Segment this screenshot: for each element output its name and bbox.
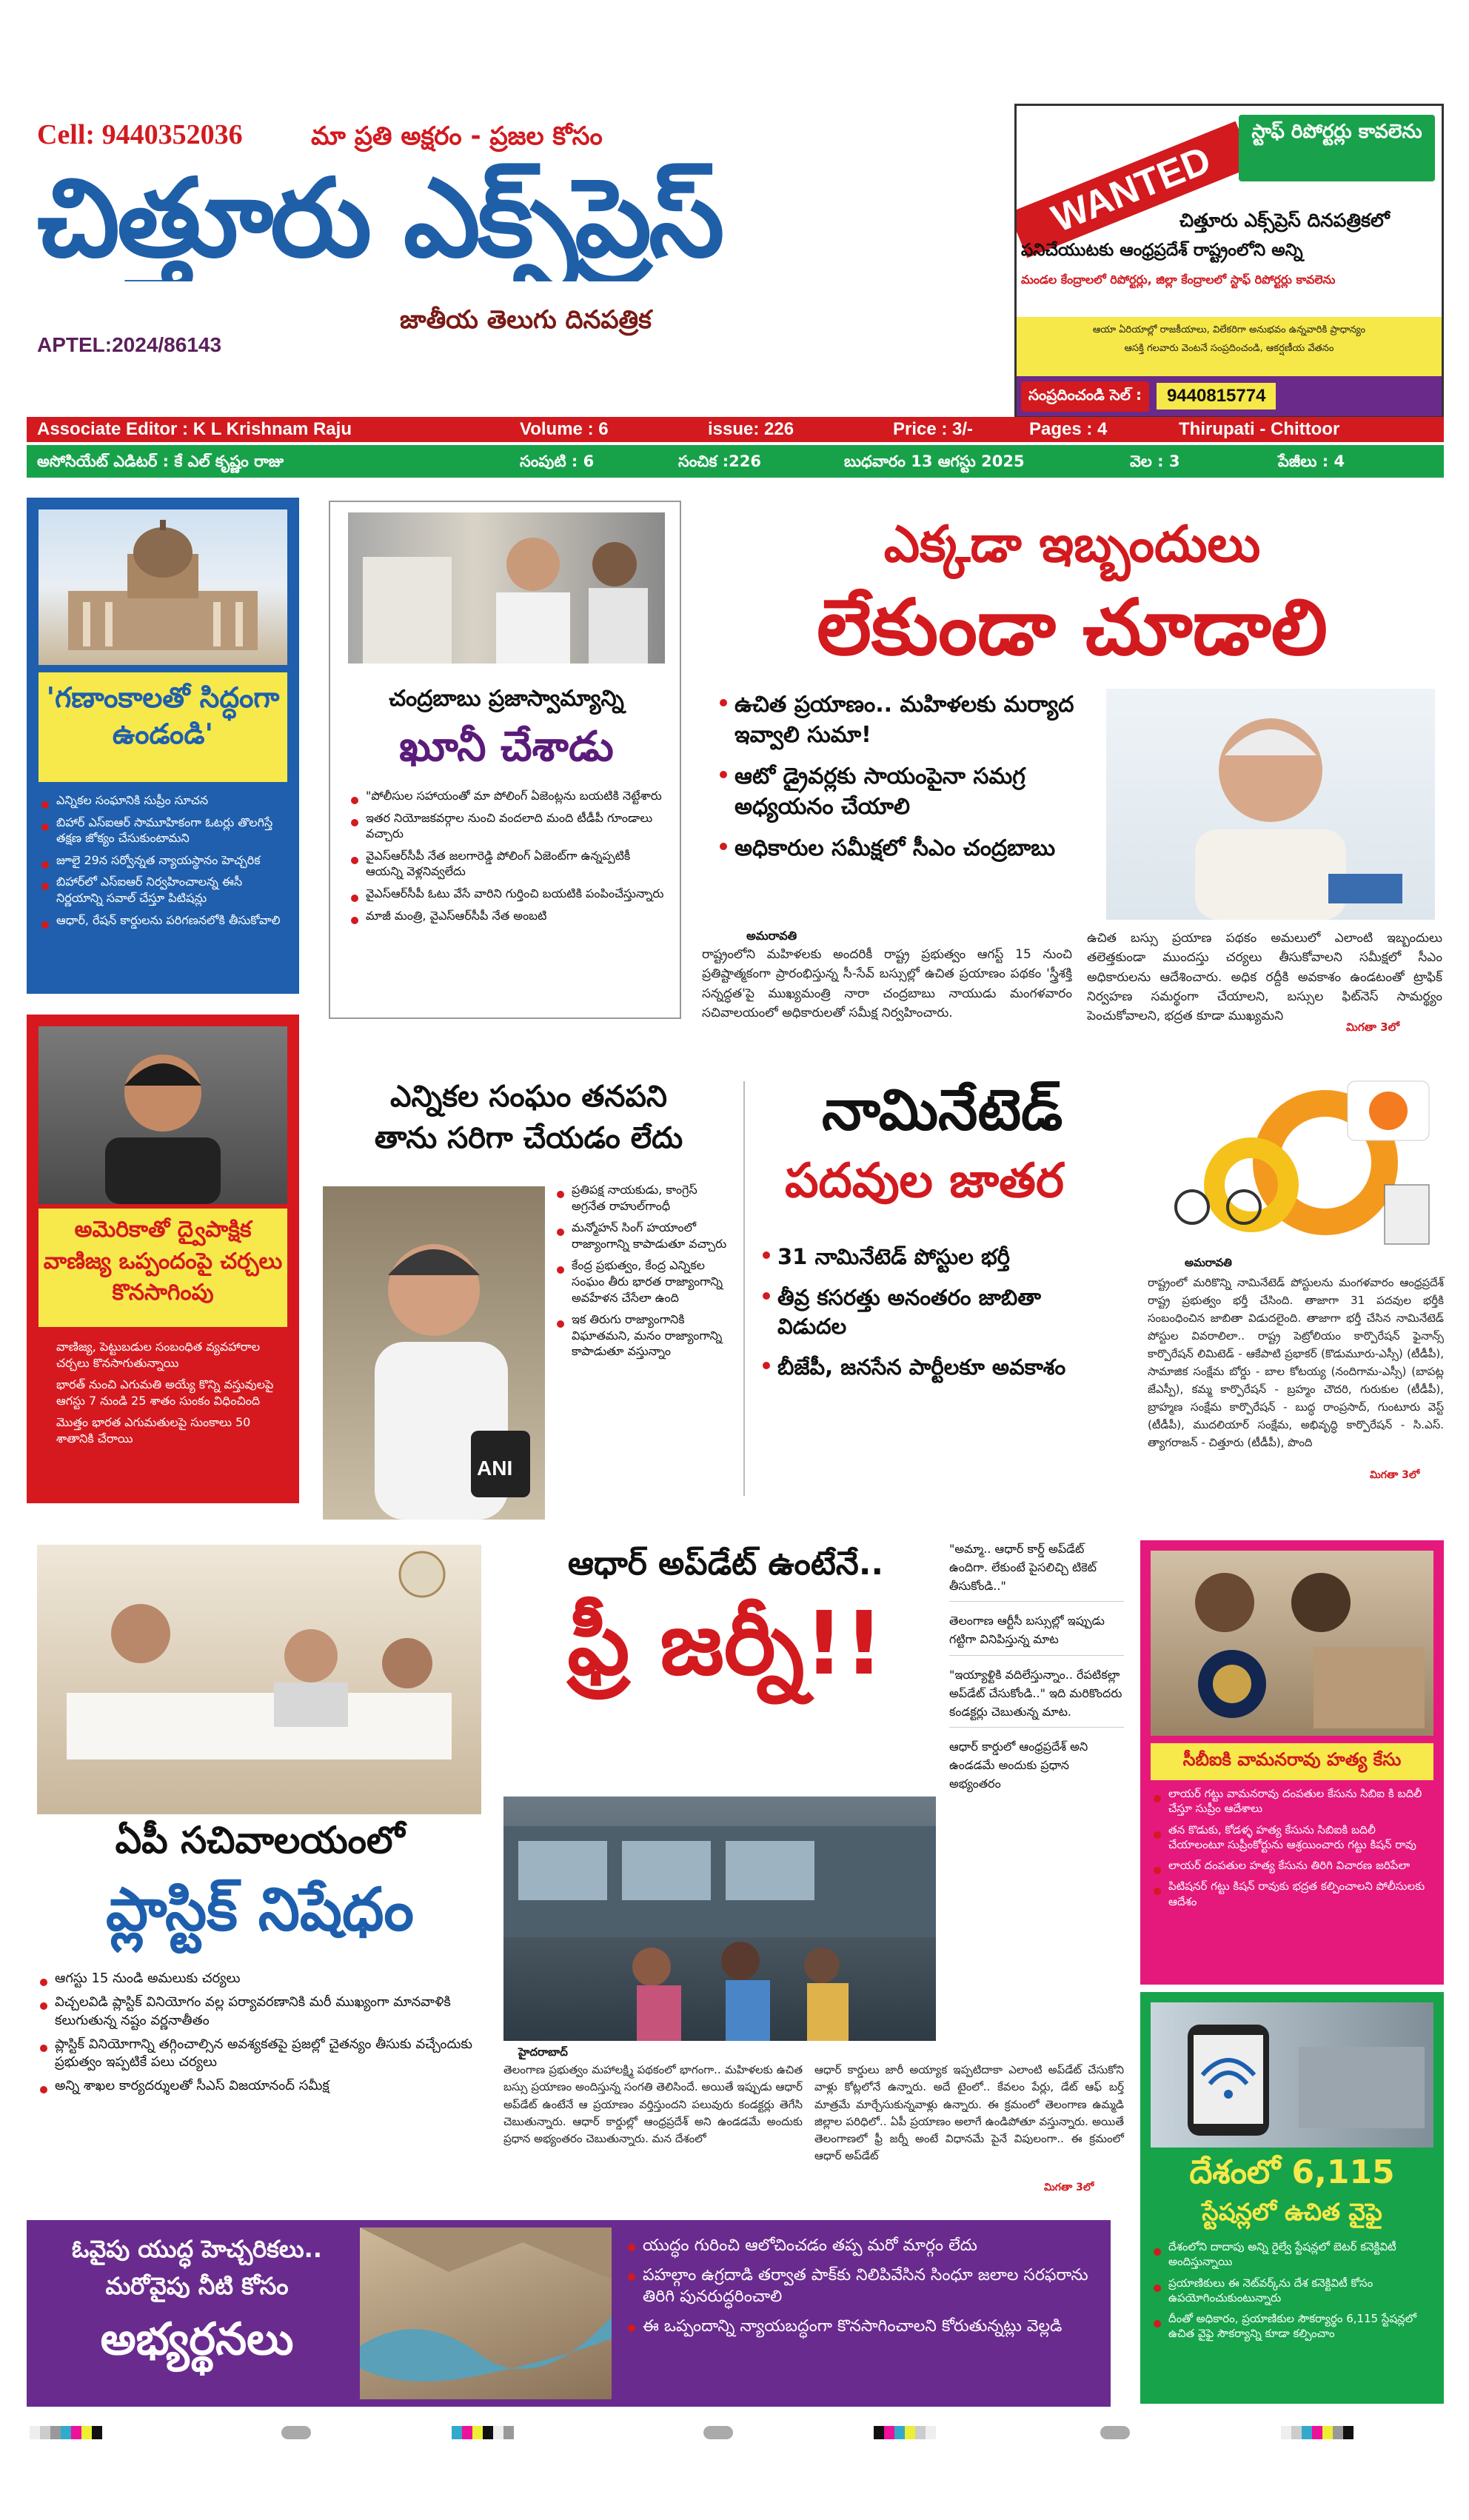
supreme-court-photo: [39, 509, 287, 665]
aadhar-headline: ఫ్రీ జర్నీ!!: [567, 1592, 884, 1694]
lead-bullet: ఉచిత ప్రయాణం.. మహిళలకు మర్యాద ఇవ్వాలి సుమా!: [717, 690, 1087, 750]
registration-dot: [1100, 2426, 1130, 2439]
registration-dot: [281, 2426, 311, 2439]
price-te: వెల : 3: [1130, 452, 1180, 470]
ad-line-3: మండల కేంద్రాలలో రిపోర్టర్లు, జిల్లా కేంద్రాలలో స్టాఫ్ రిపోర్టర్లు కావలెను: [1021, 273, 1336, 287]
lead-body-1: రాష్ట్రంలోని మహిళలకు అందరికీ రాష్ట్ర ప్రభుత్వం ఆగస్ట్ 15 నుంచి ప్రతిష్టాత్మకంగా ప్రారంభిస్తున్న సీ-సేవ్ బస్సుల్లో ఉచిత ప్రయాణం పథకం 'స్త్రీశక్తి సన్నద్ధత'పై ముఖ్యమంత్రి నారా చంద్రబాబు నాయుడు మంగళవారం సచివాలయంలో అధికారులతో సమీక్ష నిర్వహించారు.: [702, 947, 1072, 1021]
plastic-kicker: ఏపీ సచివాలయంలో: [115, 1819, 405, 1862]
lead-bullet: ఆటో డ్రైవర్లకు సాయంపైనా సమగ్ర అధ్యయనం చేయాలి: [717, 762, 1087, 822]
wifi-headline-1: దేశంలో 6,115: [1189, 2153, 1395, 2191]
issue: issue: 226: [708, 419, 794, 439]
sc-story: [27, 498, 299, 994]
cbn-bullet: మాజీ మంత్రి, వైఎస్ఆర్‌సీపీ నేత అంబటి: [348, 908, 668, 924]
place: Thirupati - Chittoor: [1179, 419, 1340, 439]
ec-headline-1: ఎన్నికల సంఘం తనపని: [390, 1080, 667, 1114]
nom-bullet: 31 నామినేటెడ్ పోస్టుల భర్తీ: [760, 1243, 1085, 1271]
meeting-image: [37, 1545, 481, 1814]
column-divider: [743, 1081, 745, 1496]
registration-marks: [452, 2426, 514, 2439]
ad-line-1: చిత్తూరు ఎక్స్‌ప్రెస్ దినపత్రికలో: [1179, 210, 1390, 231]
aadhar-caption: హైదరాబాద్: [518, 2045, 568, 2059]
nom-headline-2: పదవుల జాతర: [785, 1154, 1064, 1209]
pages: Pages : 4: [1029, 419, 1108, 439]
nom-bullets: [760, 1243, 1085, 1388]
associate-editor-te: అసోసియేట్ ఎడిటర్ : కే ఎల్ కృష్ణం రాజు: [37, 452, 284, 470]
aadhar-quote: "ఇయ్యాళ్టికి వదిలేస్తున్నాం.. రేపటికల్లా అప్‌డేట్ చేసుకోండి.." ఇది మరికొందరు కండక్టర్లు చెబుతున్న మాట.: [949, 1666, 1124, 1728]
aadhar-quote: తెలంగాణ ఆర్టీసీ బస్సుల్లో ఇప్పుడు గట్టిగా వినిపిస్తున్న మాట: [949, 1612, 1124, 1656]
sc-bullet: బిహార్ ఎస్ఐఆర్ సామూహికంగా ఓటర్లు తొలగిస్తే తక్షణ జోక్యం చేసుకుంటామని: [39, 815, 287, 846]
cbn-bullet: ఇతర నియోజకవర్గాల నుంచి వందలాది మంది టీడీపీ గూండాలు వచ్చారు: [348, 810, 668, 842]
war-line-2: మరోవైపు నీటి కోసం: [105, 2272, 289, 2300]
cbi-collage-image: [1151, 1551, 1433, 1736]
bus-photo: [503, 1797, 936, 2041]
river-photo: [360, 2227, 612, 2399]
issue-te: సంచిక :226: [678, 452, 761, 470]
war-bullet: ఈ ఒప్పందాన్ని న్యాయబద్ధంగా కొనసాగించాలని కోరుతున్నట్లు వెల్లడి: [625, 2316, 1099, 2338]
aadhar-body-2: ఆధార్ కార్డులు జారీ అయ్యాక ఇప్పటిదాకా ఎలాంటి అప్‌డేట్ చేసుకోని వాళ్లు కోట్లలోనే ఉన్నారు. అదే టైంలో.. కేవలం పేర్లు, డేట్ ఆఫ్ బర్త్ మాత్రమే మార్చేసుకున్నవాళ్లు ఉన్నారు. ఈ క్రమంలో తెలంగాణ ఉమ్మడి జిల్లాల పరిధిలో.. ఏపీ ప్రయాణం అలాగే ఉండిపోతూ వస్తున్నారు. అయితే తెలంగాణలో ఫ్రీ జర్నీ అంటే విధానమే పైనే విపులంగా.. ఈ క్రమంలో ఆధార్ అప్‌డేట్: [814, 2063, 1124, 2163]
ad-phone: 9440815774: [1157, 383, 1276, 410]
nominated-story: [755, 1066, 1444, 1496]
person-image: [39, 1026, 287, 1204]
plastic-headline: ప్లాస్టిక్ నిషేధం: [105, 1875, 414, 1944]
ec-headline-2: తాను సరిగా చేయడం లేదు: [374, 1121, 683, 1155]
registration-marks: [30, 2426, 102, 2439]
us-bullet: భారత్ నుంచి ఎగుమతి అయ్యే కొన్ని వస్తువులపై ఆగస్టు 7 నుండి 25 శాతం సుంకం విధించింది: [39, 1377, 287, 1408]
ec-bullet: కేంద్ర ప్రభుత్వం, కేంద్ర ఎన్నికల సంఘం తీరు భారత రాజ్యాంగాన్ని అవహేళన చేసేలా ఉంది: [554, 1257, 734, 1306]
ad-contact-label: సంప్రదించండి సెల్ :: [1021, 381, 1149, 412]
us-headline: అమెరికాతో ద్వైపాక్షిక వాణిజ్య ఒప్పందంపై చర్చలు కొనసాగింపు: [39, 1209, 287, 1327]
nom-bullet: తీవ్ర కసరత్తు అనంతరం జాబితా విడుదల: [760, 1283, 1085, 1341]
info-bar-english: [27, 417, 1444, 442]
cbi-bullet: పిటిషనర్ గట్టు కిషన్ రావుకు భద్రత కల్పించాలని పోలీసులకు ఆదేశం: [1151, 1879, 1433, 1909]
lead-continued: మిగతా 3లో: [1346, 1020, 1400, 1034]
cbi-bullet: లాయర్ గట్టు వామనరావు దంపతుల కేసును సిబిఐ కి బదిలీ చేస్తూ సుప్రీం ఆదేశాలు: [1151, 1786, 1433, 1817]
wifi-story: [1140, 1992, 1444, 2404]
wifi-headline-2: స్టేషన్లలో ఉచిత వైఫై: [1202, 2198, 1382, 2226]
ec-bullets: [554, 1182, 734, 1366]
nom-dateline: అమరావతి: [1185, 1256, 1232, 1269]
tagline: మా ప్రతి అక్షరం - ప్రజల కోసం: [311, 121, 603, 151]
masthead: [30, 111, 1014, 407]
court-building-icon: [39, 509, 287, 665]
wanted-ad: [1014, 104, 1444, 418]
war-line-1: ఓవైపు యుద్ధ హెచ్చరికలు..: [72, 2235, 322, 2263]
wifi-photo: [1151, 2002, 1433, 2148]
us-bullets: [39, 1339, 287, 1453]
phone-wifi-icon: [1151, 2002, 1433, 2148]
plastic-bullet: ఆగస్టు 15 నుండి అమలుకు చర్యలు: [37, 1970, 489, 1988]
war-bullet: పహల్గాం ఉగ్రదాడి తర్వాత పాక్‌కు నిలిపివేసిన సింధూ జలాల సరఫరాను తిరిగి పునరుద్ధరించాలి: [625, 2265, 1099, 2308]
nom-bullet: బీజేపీ, జనసేన పార్టీలకూ అవకాశం: [760, 1353, 1085, 1382]
party-symbols-graphic: [1140, 1074, 1444, 1251]
volume-te: సంపుటి : 6: [520, 452, 595, 470]
plastic-bullets: [37, 1970, 489, 2102]
ec-story: [323, 1066, 734, 1525]
war-bullets: [625, 2235, 1099, 2344]
aadhar-continued: మిగతా 3లో: [1044, 2182, 1094, 2193]
phone-number: Cell: 9440352036: [37, 119, 243, 150]
war-headline: అభ్యర్థనలు: [100, 2313, 294, 2365]
war-bullet: యుద్ధం గురించి ఆలోచించడం తప్ప మరో మార్గం లేదు: [625, 2235, 1099, 2257]
plastic-bullet: అన్ని శాఖల కార్యదర్శులతో సీఎస్ విజయానంద్ సమీక్ష: [37, 2077, 489, 2095]
press-meet-image: [348, 512, 665, 664]
registration-number: APTEL:2024/86143: [37, 333, 222, 356]
cbn-kicker: చంద్రబాబు ప్రజాస్వామ్యాన్ని: [389, 686, 624, 712]
registration-marks: [874, 2426, 936, 2439]
us-bullet: మొత్తం భారత ఎగుమతులపై సుంకాలు 50 శాతానికి చేరాయి: [39, 1414, 287, 1446]
ad-contact-bar: [1017, 376, 1442, 416]
plastic-story: [27, 1540, 493, 2207]
ec-bullet: ఇక తిరుగు రాజ్యాంగానికి విఘాతమని, మనం రాజ్యాంగాన్ని కాపాడుతూ వస్తున్నాం: [554, 1311, 734, 1360]
ani-mic-label: ANI: [477, 1457, 513, 1480]
cbi-bullets: [1151, 1786, 1433, 1915]
wifi-bullet: ప్రయాణికులు ఈ నెట్‌వర్క్‌ను దేశ కనెక్టివిటీ కోసం ఉపయోగించుకుంటున్నారు: [1151, 2276, 1433, 2306]
cbi-bullet: లాయర్ దంపతుల హత్య కేసును తిరిగి విచారణ జరిపేలా: [1151, 1858, 1433, 1873]
lead-headline-1: ఎక్కడా ఇబ్బందులు: [883, 515, 1261, 574]
us-trade-story: [27, 1015, 299, 1503]
lead-dateline: అమరావతి: [746, 929, 797, 943]
pages-te: పేజీలు : 4: [1278, 452, 1345, 470]
bus-passengers-image: [503, 1797, 936, 2041]
secretariat-meeting-photo: [37, 1545, 481, 1814]
ad-yellow-strip: [1017, 317, 1442, 376]
cbn-bullet: వైఎస్ఆర్‌సీపీ నేత జలగారెడ్డి పోలింగ్ ఏజెంట్‌గా ఉన్నప్పటికీ ఆయన్ని వెళ్లనివ్వలేదు: [348, 848, 668, 880]
sc-bullet: బిహార్‌లో ఎస్ఐఆర్ నిర్వహించాలన్న ఈసీ నిర్ణయాన్ని సవాల్ చేస్తూ పిటిషన్లు: [39, 874, 287, 906]
lead-headline-2: లేకుండా చూడాలి: [817, 582, 1328, 672]
price: Price : 3/-: [893, 419, 974, 439]
river-landscape-image: [360, 2227, 612, 2399]
aadhar-story: [503, 1540, 1125, 2207]
rahul-gandhi-image: [323, 1186, 545, 1520]
wanted-badge: WANTED: [1014, 121, 1254, 258]
aadhar-quote: "అమ్మా.. ఆధార్ కార్డ్ అప్‌డేట్ ఉందిగా. లేకుంటే పైసలిచ్చి టికెట్ తీసుకోండి..": [949, 1540, 1124, 1602]
sc-bullet: ఆధార్, రేషన్ కార్డులను పరిగణనలోకి తీసుకోవాలి: [39, 912, 287, 929]
registration-dot: [703, 2426, 733, 2439]
sc-headline: 'గణాంకాలతో సిద్ధంగా ఉండండి': [39, 672, 287, 782]
cbn-headline: ఖూనీ చేశాడు: [399, 723, 614, 771]
ec-bullet: ప్రతిపక్ష నాయకుడు, కాంగ్రెస్ అగ్రనేత రాహుల్‌గాంధీ: [554, 1182, 734, 1214]
associate-editor: Associate Editor : K L Krishnam Raju: [37, 419, 352, 439]
cbn-story: [329, 501, 681, 1019]
ec-bullet: మన్మోహన్ సింగ్ హయాంలో రాజ్యాంగాన్ని కాపాడుతూ వచ్చారు: [554, 1220, 734, 1251]
sc-bullets: [39, 792, 287, 934]
sc-bullet: ఎన్నికల సంఘానికి సుప్రీం సూచన: [39, 792, 287, 809]
aadhar-side-quotes: [949, 1540, 1124, 1794]
nom-body: రాష్ట్రంలో మరికొన్ని నామినేటెడ్ పోస్టులను మంగళవారం ఆంధ్రప్రదేశ్ రాష్ట్ర ప్రభుత్వం భర్తీ చేసింది. తాజాగా 31 పదవుల భర్తీకి సంబంధించిన జాబితా విడుదలైంది. తాజాగా భర్తీ చేసిన నామినేటెడ్ పోస్టుల వివరాలిలా.. రాష్ట్ర పెట్రోలియం కార్పొరేషన్ ఫైనాన్స్ కార్పొరేషన్ లిమిటెడ్ - ఆకేపాటి ప్రభాకర్ (కొడుమూరు-ఎస్సీ) (టీడీపీ), సామాజిక సంక్షేమ బోర్డు - బాల కోటయ్య (నందిగామ-ఎస్సీ) (బాపట్ల జేఎస్పీ), కమ్మ కార్పొరేషన్ - బ్రహ్మం చౌదరి, గురుకుల (టీడీపీ), బ్రాహ్మణ సంక్షేమ కార్పొరేషన్ - బుద్ధ రాంప్రసాద్, గుంటూరు వెస్ట్ (టీడీపీ), ముదలియార్ సంక్షేమ, అభివృద్ధి కార్పొరేషన్ - సి.ఎస్. త్యాగరాజన్ - చిత్తూరు (టీడీపీ), పొంది: [1148, 1276, 1444, 1449]
ambati-photo: [348, 512, 665, 664]
party-symbols-icon: [1140, 1074, 1444, 1251]
ad-small-2: ఆసక్తి గలవారు వెంటనే సంప్రదించండి, ఆకర్షణీయ వేతనం: [1124, 342, 1334, 354]
rahul-photo: [323, 1186, 545, 1520]
wifi-bullet: దీంతో అధికారం, ప్రయాణికుల సౌకర్యార్థం 6,115 స్టేషన్లలో ఉచిత వైఫై సౌకర్యాన్ని కూడా కల్పించాం: [1151, 2311, 1433, 2342]
nom-headline-1: నామినేటెడ్: [822, 1077, 1063, 1143]
cbi-story: [1140, 1540, 1444, 1985]
war-water-story: [27, 2220, 1111, 2407]
nom-continued: మిగతా 3లో: [1370, 1469, 1420, 1481]
aadhar-kicker: ఆధార్ అప్‌డేట్ ఉంటేనే..: [567, 1545, 884, 1582]
lead-bullets: [717, 690, 1087, 870]
chief-minister-image: [1106, 689, 1435, 920]
cbi-photo: [1151, 1551, 1433, 1736]
aadhar-body-1: తెలంగాణ ప్రభుత్వం మహాలక్ష్మి పథకంలో భాగంగా.. మహిళలకు ఉచిత బస్సు ప్రయాణం అందిస్తున్న సంగతి తెలిసిందే. అయితే ఇప్పుడు ఆధార్ అప్‌డేట్ ఉంటేనే ఆ ప్రయాణం వర్తిస్తుందని పలువురు కండక్టర్లు తెగేసి చెబుతున్నారు. ఆధార్ కార్డుల్లో ఆంధ్రప్రదేశ్ అని ఉండడమే అందుకు ప్రధాన అభ్యంతరం చెబుతున్నారు. మన దేశంలో: [503, 2063, 803, 2145]
aadhar-quote: ఆధార్ కార్డులో ఆంధ్రప్రదేశ్ అని ఉండడమే అందుకు ప్రధాన అభ్యంతరం: [949, 1739, 1088, 1791]
minister-photo: [39, 1026, 287, 1204]
registration-marks: [1281, 2426, 1353, 2439]
cm-photo: [1106, 689, 1435, 920]
ad-small-1: ఆయా ఏరియాల్లో రాజకీయాలు, విలేకరిగా అనుభవం ఉన్నవారికి ప్రాధాన్యం: [1092, 324, 1366, 335]
lead-body-2: ఉచిత బస్సు ప్రయాణ పథకం అమలులో ఎలాంటి ఇబ్బందులు తలెత్తకుండా ముందస్తు చర్యలు తీసుకోవాలని సమీక్షలో సీఎం అధికారులను ఆదేశించారు. అధిక రద్దీకి అవకాశం ఉండటంతో ట్రాఫిక్ నిర్వహణ సమర్థంగా చేయాలని, బస్సుల ఫిట్‌నెస్ సామర్థ్యం పెంచుకోవాలని, భద్రత కూడా ముఖ్యమని: [1087, 931, 1442, 1024]
plastic-bullet: విచ్చలవిడి ప్లాస్టిక్ వినియోగం వల్ల పర్యావరణానికి మరీ ముఖ్యంగా మానవాళికి కలుగుతున్న నష్టం వర్ణనాతీతం: [37, 1993, 489, 2030]
ad-top-banner: స్టాఫ్ రిపోర్టర్లు కావలెను: [1239, 115, 1435, 181]
lead-bullet: అధికారుల సమీక్షలో సీఎం చంద్రబాబు: [717, 834, 1087, 864]
cbn-bullet: "పోలీసుల సహాయంతో మా పోలింగ్ ఏజెంట్లను బయటికి నెట్టేశారు: [348, 788, 668, 804]
cbi-bullet: తన కొడుకు, కోడళ్ళ హత్య కేసును సిబిఐకి బదిలీ చేయాలంటూ సుప్రీంకోర్టును ఆశ్రయించారు గట్టు కిషన్ రావు: [1151, 1822, 1433, 1853]
cbi-headline: సీబీఐకి వామనరావు హత్య కేసు: [1151, 1743, 1433, 1780]
date-te: బుధవారం 13 ఆగస్టు 2025: [844, 452, 1025, 470]
cbn-bullet: వైఎస్ఆర్‌సీపీ ఓటు వేసే వారిని గుర్తించి బయటికి పంపించేస్తున్నారు: [348, 886, 668, 902]
subtitle: జాతీయ తెలుగు దినపత్రిక: [400, 305, 652, 335]
sc-bullet: జూలై 29న సర్వోన్నత న్యాయస్థానం హెచ్చరిక: [39, 852, 287, 869]
ad-line-2: పనిచేయుటకు ఆంధ్రప్రదేశ్ రాష్ట్రంలోని అన్ని: [1021, 241, 1303, 260]
lead-story: [702, 501, 1444, 1034]
us-bullet: వాణిజ్య, పెట్టుబడుల సంబంధిత వ్యవహారాల చర్చలు కొనసాగుతున్నాయి: [39, 1339, 287, 1371]
volume: Volume : 6: [520, 419, 609, 439]
wifi-bullets: [1151, 2239, 1433, 2347]
newspaper-title: చిత్తూరు ఎక్స్‌ప్రెస్: [37, 157, 722, 281]
wifi-bullet: దేశంలోని దాదాపు అన్ని రైల్వే స్టేషన్లలో బెటర్ కనెక్టివిటీ అందిస్తున్నాయి: [1151, 2239, 1433, 2270]
plastic-bullet: ప్లాస్టిక్ వినియోగాన్ని తగ్గించాల్సిన అవశ్యకతపై ప్రజల్లో చైతన్యం తీసుకు వచ్చేందుకు ప్రభుత్వం ఇప్పటికే పలు చర్యలు: [37, 2036, 489, 2072]
info-bar-telugu: [27, 445, 1444, 478]
cbn-bullets: [348, 788, 668, 929]
